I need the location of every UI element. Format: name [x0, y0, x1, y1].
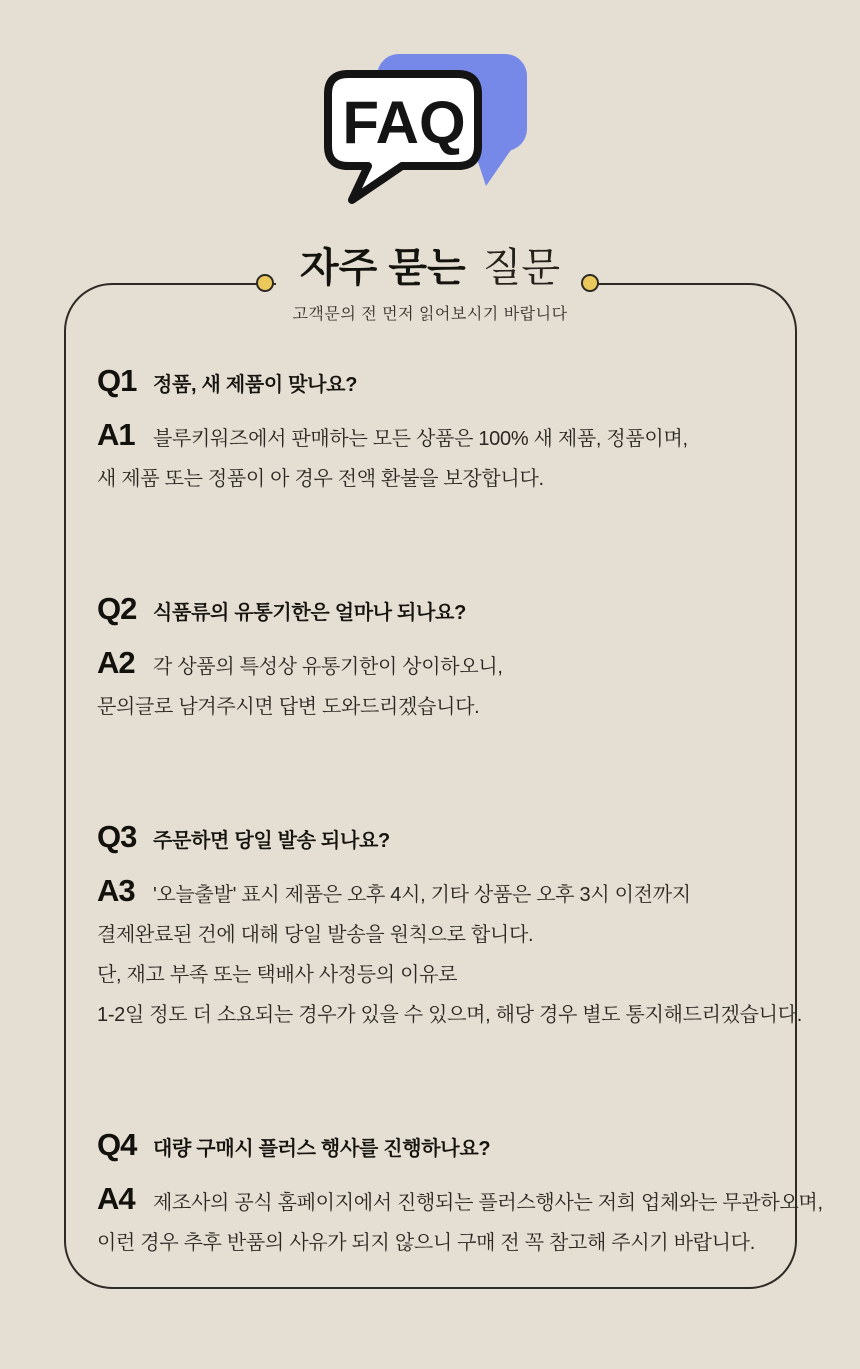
faq-item — [97, 1127, 823, 1263]
answer-row — [97, 643, 769, 687]
answer-line: 단, 재고 부족 또는 택배사 사정등의 이유로 — [97, 964, 458, 986]
answer-first-line: 블루키워즈에서 판매하는 모든 상품은 100% 새 제품, 정품이며, — [153, 428, 688, 450]
answer-first-line: 각 상품의 특성상 유통기한이 상이하오니, — [153, 656, 503, 678]
answer-line: 1-2일 정도 더 소요되는 경우가 있을 수 있으며, 해당 경우 별도 통지해드리겠습니다. — [97, 1004, 802, 1026]
question-row — [97, 1127, 769, 1167]
question-text: 대량 구매시 플러스 행사를 진행하나요? — [153, 1138, 491, 1160]
question-label: Q4 — [97, 1127, 137, 1162]
answer-first-line: '오늘출발' 표시 제품은 오후 4시, 기타 상품은 오후 3시 이전까지 — [153, 884, 691, 906]
page-title — [0, 244, 860, 292]
faq-logo-graphic — [310, 26, 550, 214]
answer-line: 문의글로 남겨주시면 답변 도와드리겠습니다. — [97, 696, 480, 718]
question-label: Q3 — [97, 819, 137, 854]
answer-row — [97, 1179, 823, 1223]
answer-line: 이런 경우 추후 반품의 사유가 되지 않으니 구매 전 꼭 참고해 주시기 바랍니다. — [97, 1232, 755, 1254]
question-label: Q1 — [97, 363, 137, 398]
faq-logo — [310, 26, 550, 214]
page-title-bold: 자주 묻는 — [299, 246, 466, 290]
answer-row — [97, 415, 769, 459]
faq-box — [64, 283, 823, 1289]
page-subtitle: 고객문의 전 먼저 읽어보시기 바랍니다 — [292, 306, 568, 323]
page-title-light: 질문 — [482, 246, 561, 290]
answer-label: A4 — [97, 1181, 135, 1216]
answer-first-line: 제조사의 공식 홈페이지에서 진행되는 플러스행사는 저희 업체와는 무관하오며, — [153, 1192, 823, 1214]
accent-dot-left-icon — [256, 274, 274, 292]
answer-label: A2 — [97, 645, 135, 680]
question-label: Q2 — [97, 591, 137, 626]
faq-item — [97, 363, 769, 499]
question-text: 주문하면 당일 발송 되나요? — [153, 830, 390, 852]
answer-label: A1 — [97, 417, 135, 452]
question-text: 정품, 새 제품이 맞나요? — [153, 374, 358, 396]
question-row — [97, 363, 769, 403]
faq-item — [97, 819, 802, 1035]
answer-line: 새 제품 또는 정품이 아 경우 전액 환불을 보장합니다. — [97, 468, 544, 490]
question-row — [97, 591, 769, 631]
question-text: 식품류의 유통기한은 얼마나 되나요? — [153, 602, 466, 624]
accent-dot-right-icon — [581, 274, 599, 292]
answer-label: A3 — [97, 873, 135, 908]
faq-item — [97, 591, 769, 727]
answer-row — [97, 871, 769, 915]
faq-logo-text: FAQ — [342, 89, 466, 156]
question-row — [97, 819, 769, 859]
faq-list — [66, 285, 823, 1263]
answer-line: 결제완료된 건에 대해 당일 발송을 원칙으로 합니다. — [97, 924, 534, 946]
